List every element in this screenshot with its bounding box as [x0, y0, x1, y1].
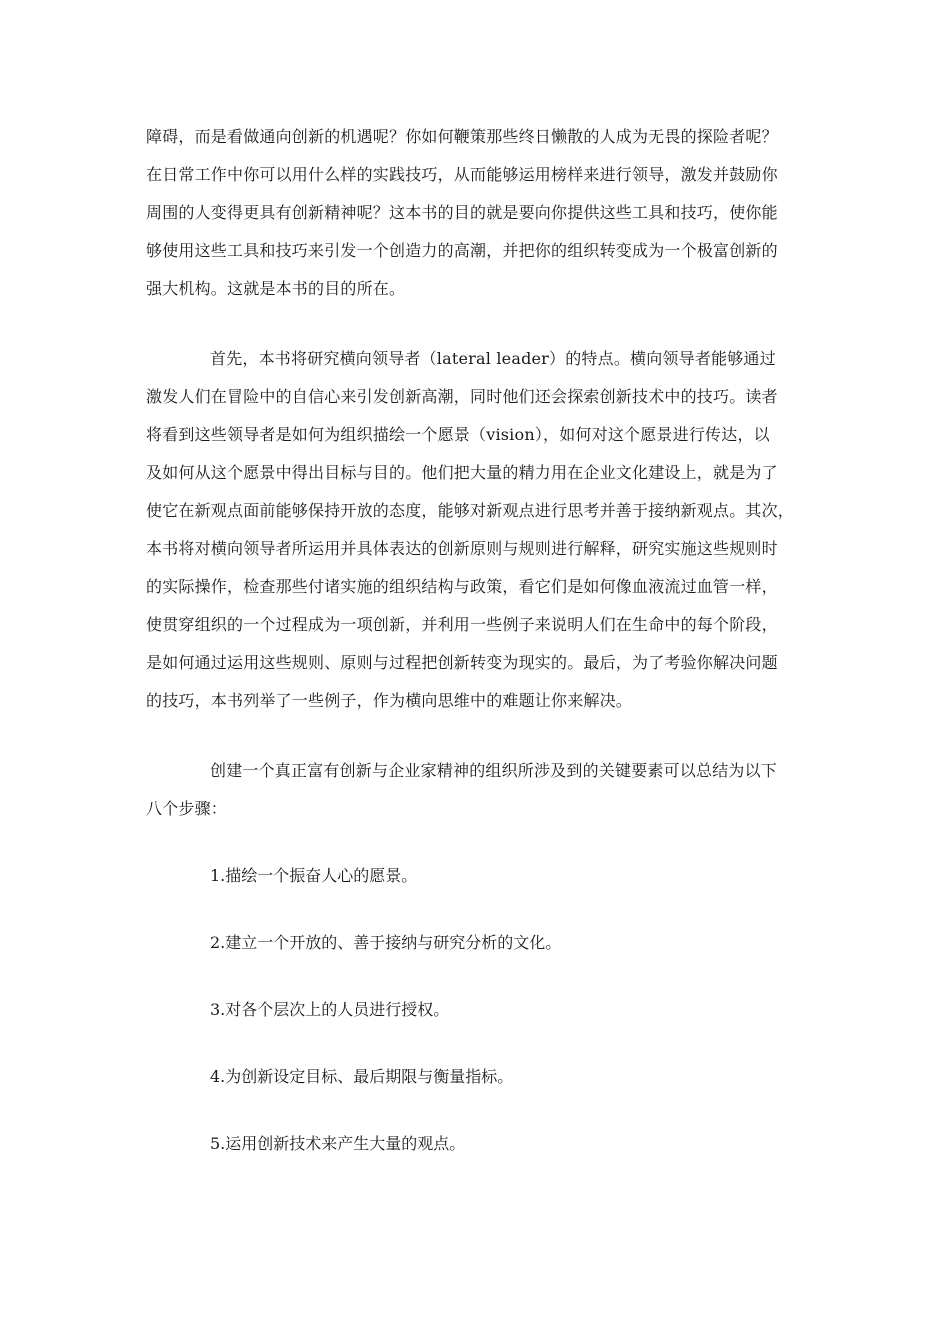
steps-list [146, 857, 802, 1163]
paragraph-key-elements [146, 752, 802, 828]
text-line: 创建一个真正富有创新与企业家精神的组织所涉及到的关键要素可以总结为以下 [210, 761, 778, 780]
text-line: 的技巧，本书列举了一些例子，作为横向思维中的难题让你来解决。 [146, 691, 633, 710]
text-line: 将看到这些领导者是如何为组织描绘一个愿景（vision），如何对这个愿景进行传达，以 [146, 425, 770, 444]
text-line: 使贯穿组织的一个过程成为一项创新，并利用一些例子来说明人们在生命中的每个阶段， [146, 615, 778, 634]
paragraph-book-overview [146, 340, 802, 720]
text-line: 使它在新观点面前能够保持开放的态度，能够对新观点进行思考并善于接纳新观点。其次， [146, 501, 795, 520]
list-item-step-4: 4.为创新设定目标、最后期限与衡量指标。 [210, 1067, 514, 1086]
paragraph-intro-questions [146, 118, 802, 308]
text-line: 在日常工作中你可以用什么样的实践技巧，从而能够运用榜样来进行领导，激发并鼓励你 [146, 165, 778, 184]
text-line: 本书将对横向领导者所运用并具体表达的创新原则与规则进行解释，研究实施这些规则时 [146, 539, 778, 558]
list-item-step-5: 5.运用创新技术来产生大量的观点。 [210, 1134, 466, 1153]
text-line: 够使用这些工具和技巧来引发一个创造力的高潮，并把你的组织转变成为一个极富创新的 [146, 241, 778, 260]
text-line: 及如何从这个愿景中得出目标与目的。他们把大量的精力用在企业文化建设上，就是为了 [146, 463, 778, 482]
text-line: 障碍，而是看做通向创新的机遇呢？你如何鞭策那些终日懒散的人成为无畏的探险者呢？ [146, 127, 778, 146]
list-spacer [146, 962, 802, 991]
list-spacer [146, 895, 802, 924]
text-line: 激发人们在冒险中的自信心来引发创新高潮，同时他们还会探索创新技术中的技巧。读者 [146, 387, 778, 406]
text-line: 是如何通过运用这些规则、原则与过程把创新转变为现实的。最后，为了考验你解决问题 [146, 653, 778, 672]
paragraph-spacer [146, 720, 802, 752]
text-line: 强大机构。这就是本书的目的所在。 [146, 279, 406, 298]
text-line: 首先，本书将研究横向领导者（lateral leader）的特点。横向领导者能够通过 [210, 349, 776, 368]
text-line: 的实际操作，检查那些付诸实施的组织结构与政策，看它们是如何像血液流过血管一样， [146, 577, 778, 596]
text-line: 八个步骤： [146, 799, 228, 818]
list-item-step-1: 1.描绘一个振奋人心的愿景。 [210, 866, 418, 885]
list-item-step-2: 2.建立一个开放的、善于接纳与研究分析的文化。 [210, 933, 562, 952]
list-spacer [146, 828, 802, 857]
paragraph-spacer [146, 308, 802, 340]
list-spacer [146, 1029, 802, 1058]
list-item-step-3: 3.对各个层次上的人员进行授权。 [210, 1000, 450, 1019]
document-body [146, 118, 802, 1163]
list-spacer [146, 1096, 802, 1125]
text-line: 周围的人变得更具有创新精神呢？这本书的目的就是要向你提供这些工具和技巧，使你能 [146, 203, 778, 222]
